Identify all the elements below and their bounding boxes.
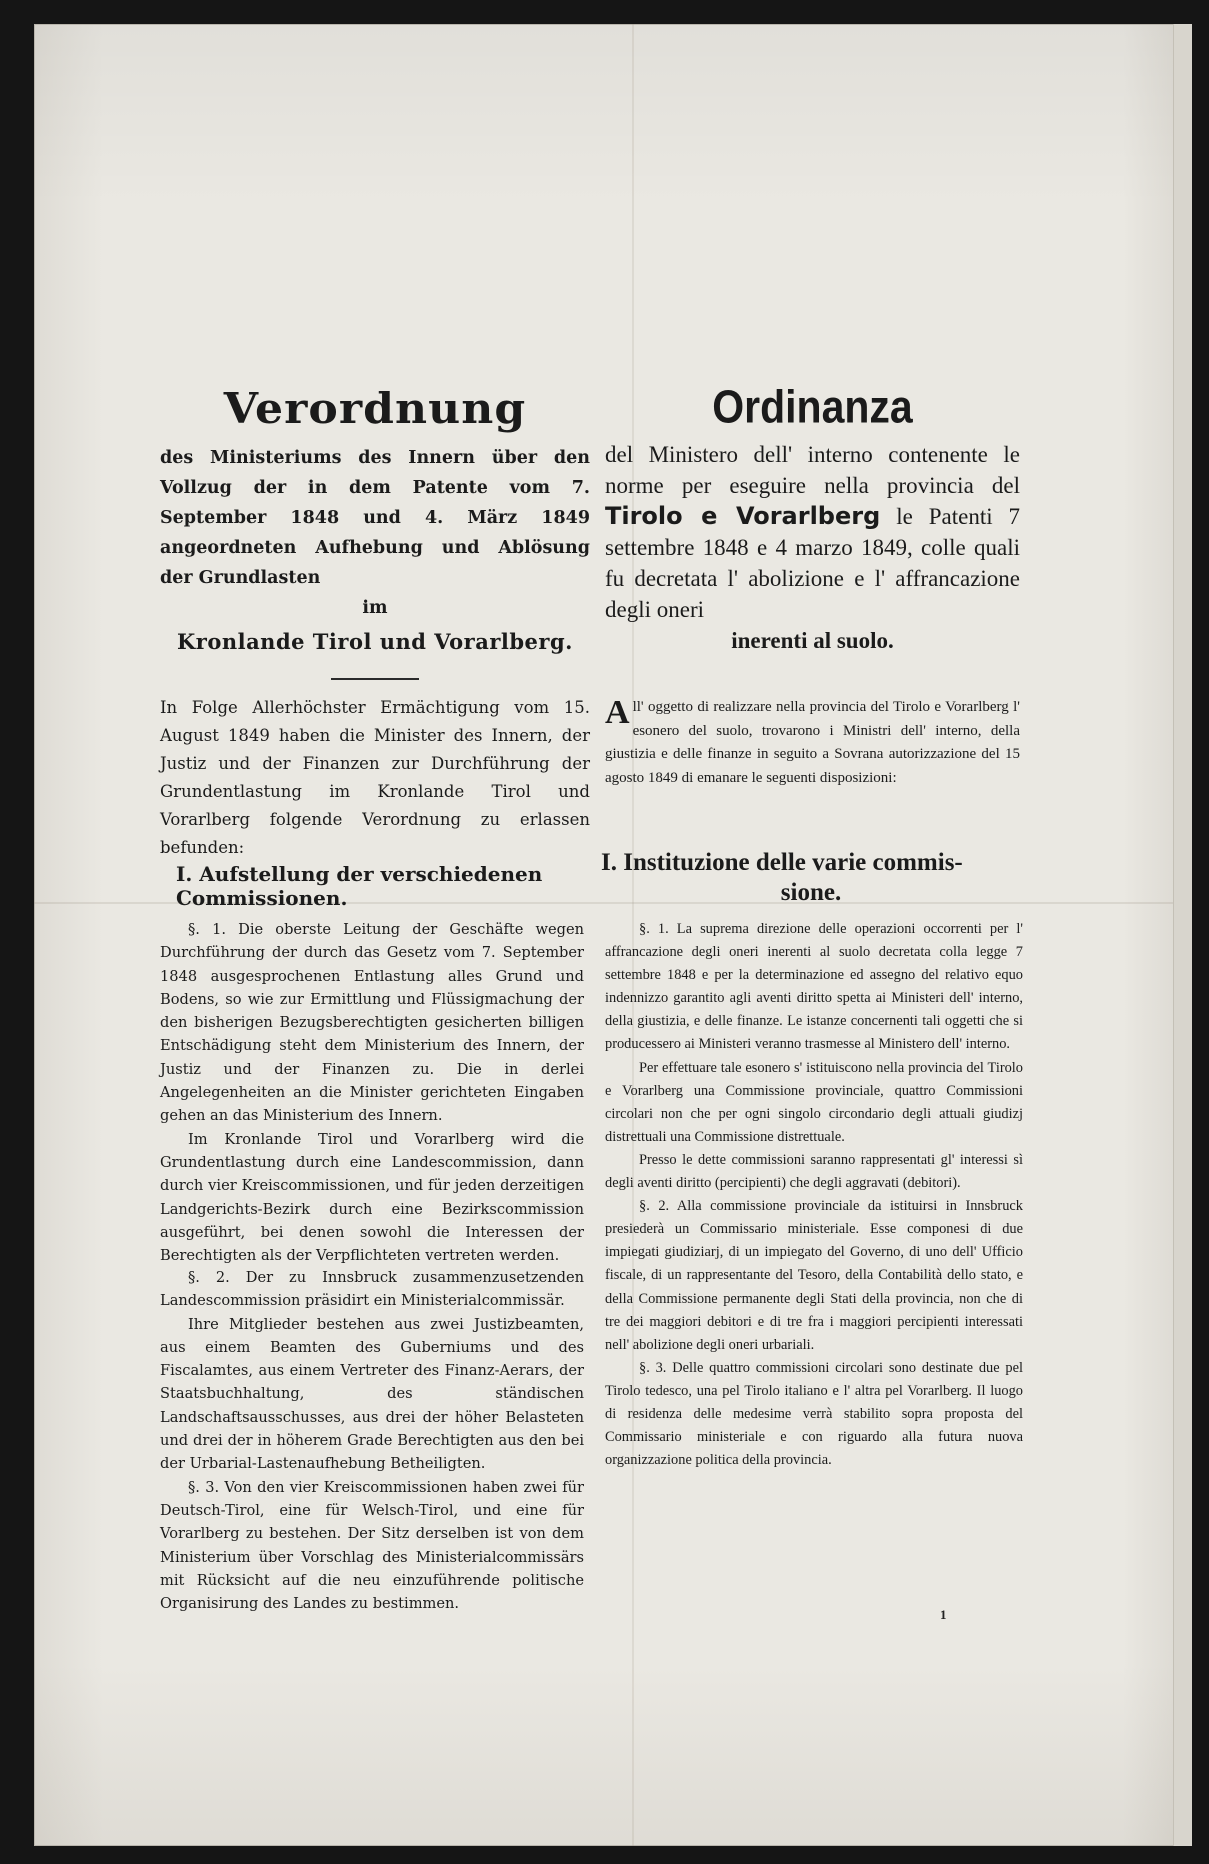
italian-heading-block bbox=[605, 381, 1021, 656]
german-subtitle: des Ministeriums des Innern über den Vollzug der in dem Patente vom 7. September 1848 und 4. März 1849 angeordneten Aufhebung und Ablösung der Grundlasten bbox=[160, 448, 590, 588]
german-intro: In Folge Allerhöchster Ermächtigung vom 15. August 1849 haben die Minister des Innern, der Justiz und der Finanzen zur Durchführung der Grundentlastung im Kronlande Tirol und Vorarlberg folgende Verordnung zu erlassen befunden: bbox=[160, 698, 590, 857]
german-title: Verordnung bbox=[223, 384, 527, 433]
italian-paragraph: §. 1. La suprema direzione delle operazioni occorrenti per l' affrancazione degli oneri inerenti al suolo decretata colla legge 7 settembre 1848 e per la determinazione ed assegno del relativo equo indennizzo garantito agli aventi diritto spetta ai Ministeri dell' interno, della giustizia, e delle finanze. Le istanze concernenti tali oggetti che si producessero ai Ministeri veranno trasmesse al Ministero dell' interno. bbox=[605, 921, 1023, 1053]
german-heading-block bbox=[160, 384, 590, 680]
german-subtitle-im: im bbox=[362, 598, 388, 618]
italian-subtitle bbox=[605, 439, 1020, 656]
italian-section-heading-line2: sione. bbox=[780, 879, 842, 906]
german-body-part2 bbox=[160, 1266, 584, 1615]
italian-region: Tirolo e Vorarlberg bbox=[605, 502, 881, 530]
italian-body bbox=[605, 918, 1023, 1472]
italian-intro-text: ll' oggetto di realizzare nella provincia del Tirolo e Vorarlberg l' esonero del suolo, trovarono i Ministri dell' interno, della giustizia e delle finanze in seguito a Sovrana autorizzazione del 15 agosto 1849 di emanare le seguenti disposizioni: bbox=[605, 699, 1020, 786]
german-body-part1 bbox=[160, 918, 584, 1267]
german-paragraph: Im Kronlande Tirol und Vorarlberg wird die Grundentlastung durch eine Landescommission, dann durch vier Kreiscommissionen, und für jeden derzeitigen Landgerichts-Bezirk durch eine Bezirkscommission ausgeführt, bei denen sowohl die Interessen der Berechtigten als der Verpflichteten vertreten werden. bbox=[160, 1130, 584, 1265]
german-section-heading: I. Aufstellung der verschiedenen Commissionen. bbox=[176, 862, 543, 910]
italian-subtitle-last: inerenti al suolo. bbox=[731, 628, 894, 653]
german-crownland: Kronlande Tirol und Vorarlberg. bbox=[177, 629, 573, 654]
german-paragraph: §. 1. Die oberste Leitung der Geschäfte wegen Durchführung der durch das Gesetz vom 7. September 1848 ausgesprochenen Entlastung alles Grund und Bodens, so wie zur Ermittlung und Flüssigmachung der den bisherigen Bezugsberechtigten gesicherten billigen Entschädigung steht dem Ministerium des Innern, der Justiz und der Finanzen zu. Die in derlei Angelegenheiten an die Minister gerichteten Eingaben gehen an das Ministerium des Innern. bbox=[160, 921, 584, 1125]
italian-section-heading-line1: I. Instituzione delle varie commis- bbox=[601, 849, 963, 876]
italian-section-heading bbox=[601, 848, 1021, 908]
italian-paragraph: Presso le dette commissioni saranno rappresentati gl' interessi sì degli aventi diritto (percipienti) che degli aggravati (debitori). bbox=[605, 1151, 1023, 1192]
german-paragraph: §. 3. Von den vier Kreiscommissionen haben zwei für Deutsch-Tirol, eine für Welsch-Tirol, und eine für Vorarlberg zu bestehen. Der Sitz derselben ist von dem Ministerium über Vorschlag des Ministerialcommissärs mit Rücksicht auf die neu einzuführende politische Organisirung des Landes zu bestimmen. bbox=[160, 1478, 584, 1613]
italian-paragraph: §. 3. Delle quattro commissioni circolari sono destinate due pel Tirolo tedesco, una pel Tirolo italiano e l' altra pel Vorarlberg. Il luogo di residenza delle medesime verrà stabilito sopra proposta del Commissario ministeriale e con riguardo alla futura nuova organizzazione politica della provincia. bbox=[605, 1359, 1023, 1469]
page-number: 1 bbox=[940, 1607, 947, 1622]
paper-edge bbox=[1173, 24, 1192, 1846]
german-paragraph: Ihre Mitglieder bestehen aus zwei Justizbeamten, aus einem Beamten des Guberniums und des Fiscalamtes, aus einem Vertreter des Finanz-Aerars, der Staatsbuchhaltung, des ständischen Landschaftsausschusses, aus drei der höher Belasteten und drei der in höherem Grade Berechtigten aus den bei der Urbarial-Lastenaufhebung Betheiligten. bbox=[160, 1315, 584, 1473]
italian-paragraph: Per effettuare tale esonero s' istituiscono nella provincia del Tirolo e Vorarlberg una Commissione provinciale, quattro Commissioni circolari non che per ogni singolo circondario degli attuali giudizj distrettuali una Commissione distrettuale. bbox=[605, 1059, 1023, 1145]
italian-subtitle-start: del Ministero dell' interno contenente le norme per eseguire nella provincia del bbox=[605, 442, 1020, 498]
italian-dropcap: A bbox=[605, 694, 630, 731]
german-divider bbox=[331, 678, 419, 680]
italian-intro bbox=[605, 696, 1020, 790]
italian-title: Ordinanza bbox=[712, 381, 913, 433]
italian-paragraph: §. 2. Alla commissione provinciale da istituirsi in Innsbruck presiederà un Commissario ministeriale. Esse componesi di due impiegati giudiziarj, di un impiegato del Governo, di uno dell' Ufficio fiscale, di un rappresentante del Tesoro, della Contabilità dello stato, e della Commissione permanente degli Stati della provincia, non che di tre dei maggiori debitori e di tre fra i maggiori percipienti interessati nell' abolizione degli oneri urbariali. bbox=[605, 1198, 1023, 1353]
german-paragraph: §. 2. Der zu Innsbruck zusammenzusetzenden Landescommission präsidirt ein Ministerialcommissär. bbox=[160, 1269, 584, 1310]
italian-subtitle-end: le Patenti 7 settembre 1848 e 4 marzo 1849, colle quali fu decretata l' abolizione e l' affrancazione degli oneri bbox=[605, 504, 1021, 622]
